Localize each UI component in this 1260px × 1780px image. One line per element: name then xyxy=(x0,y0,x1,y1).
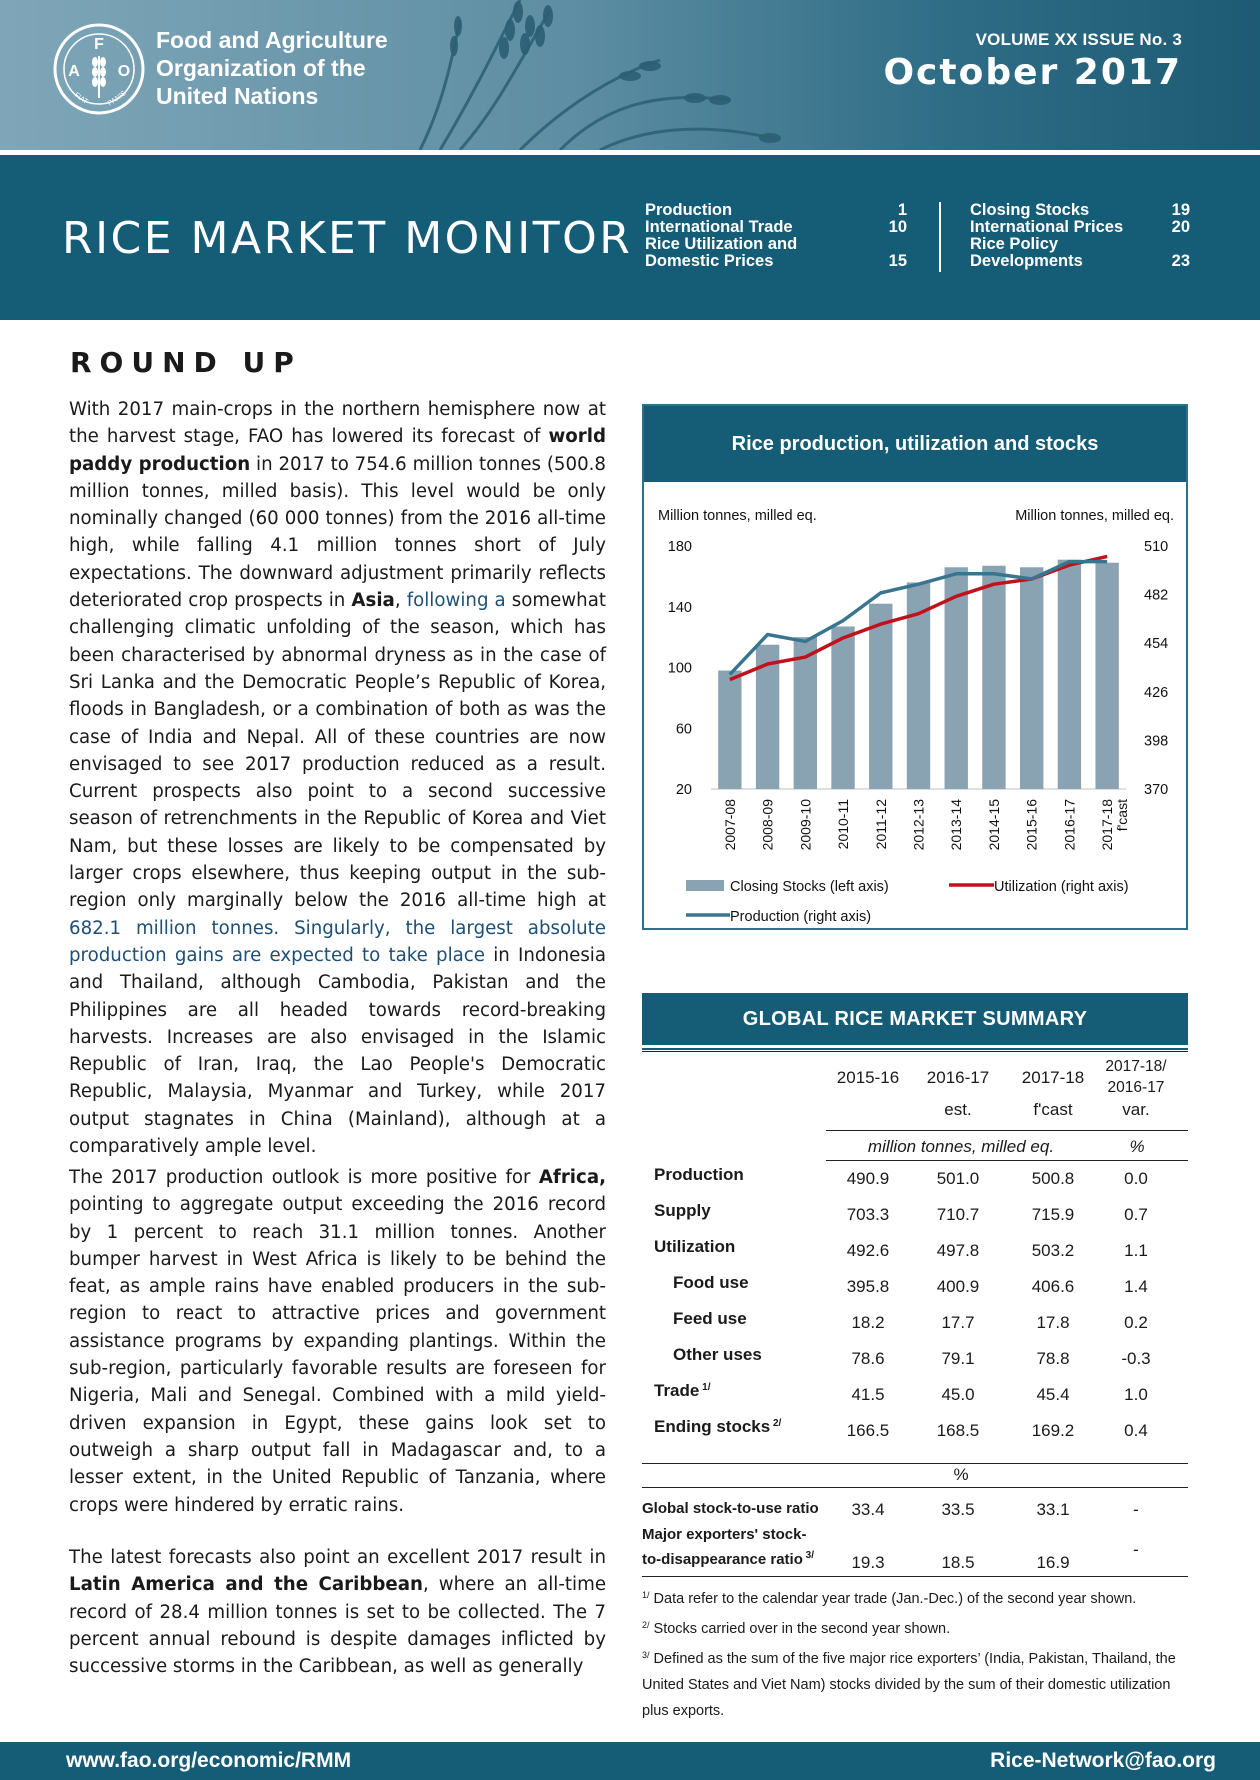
table-cell: 0.2 xyxy=(1124,1313,1148,1332)
units-label: million tonnes, milled eq. xyxy=(867,1137,1055,1156)
table-cell: - xyxy=(1133,1500,1139,1519)
table-cell: 19.3 xyxy=(851,1553,885,1572)
table-cell: 45.4 xyxy=(1036,1385,1070,1404)
row-label xyxy=(654,1237,735,1257)
toc-page-number: 20 xyxy=(1171,218,1190,236)
table-cell: 1.0 xyxy=(1124,1385,1148,1404)
right-tick-label: 454 xyxy=(1144,636,1169,653)
closing-stocks-bar xyxy=(982,566,1005,789)
fao-logo-icon xyxy=(52,22,146,116)
table-cell: 45.0 xyxy=(941,1385,975,1404)
table-cell: 400.9 xyxy=(936,1277,980,1296)
right-tick-label: 398 xyxy=(1144,733,1169,750)
org-line: Food and Agriculture xyxy=(156,27,388,53)
column-header: 2017-18/ 2016-17 xyxy=(1105,1058,1167,1096)
footnote-marker: 2/ xyxy=(642,1620,650,1630)
closing-stocks-bar xyxy=(869,604,892,789)
org-line: Organization of the xyxy=(156,55,366,81)
paragraph-africa xyxy=(69,1164,606,1519)
table-cell: 497.8 xyxy=(936,1241,980,1260)
logo-motto-left: FIAT xyxy=(72,91,89,106)
logo-letter-left: A xyxy=(68,63,80,80)
row-label xyxy=(673,1345,762,1365)
footnote-marker: 2/ xyxy=(770,1418,782,1429)
toc-entry[interactable] xyxy=(645,236,907,253)
column-subheader: var. xyxy=(1122,1100,1150,1119)
table-cell: - xyxy=(1133,1540,1139,1559)
logo-letter-top: F xyxy=(94,36,104,53)
table-cell: 33.1 xyxy=(1036,1500,1070,1519)
text-run: pointing to aggregate output exceeding the 2016 record by 1 percent to reach 31.1 million tonnes. Another bumper harvest in West Africa is likely to be behind the feat, as ample rains have enabled producers in the sub-region to react to attractive prices and government assistance programs by expanding plantings. Within the sub-region, particularly favorable results are foreseen for Nigeria, Mali and Senegal. Combined with a mild yield-driven expansion in Egypt, these gains look set to outweigh a sharp output fall in Madagascar and, to a lesser extent, in the United Republic of Tanzania, where crops were hindered by erratic rains. xyxy=(69,1194,606,1516)
text-run: , xyxy=(394,590,407,612)
emphasis-text: Latin America and the Caribbean xyxy=(69,1574,423,1596)
toc-label: Developments xyxy=(970,252,1083,270)
table-cell: 18.2 xyxy=(851,1313,885,1332)
footnote xyxy=(642,1612,1188,1642)
table-cell: -0.3 xyxy=(1121,1349,1151,1368)
right-tick-label: 510 xyxy=(1144,539,1169,555)
row-label-text: Ending stocks xyxy=(654,1417,771,1436)
text-run: somewhat challenging climatic unfolding of the season, which has been characterised by abnormal dryness as in the case of Sri Lanka and the Democratic People’s Republic of Korea, floods in Bangladesh, or a combination of both as was the case of India and Nepal. All of these countries are now envisaged to see 2017 production reduced as a result. Current prospects also point to a second successive season of retrenchments in the Republic of Korea and Viet Nam, but these losses are likely to be compensated by larger crops elsewhere, thus keeping output in the sub-region only marginally below the 2016 all-time high at xyxy=(69,590,606,912)
toc-label: Domestic Prices xyxy=(645,252,774,270)
table-rule xyxy=(642,1051,1188,1052)
table-rule xyxy=(826,1160,1188,1161)
footnote-marker: 1/ xyxy=(699,1382,711,1393)
table-rule xyxy=(642,1463,1188,1464)
text-run: 682.1 million tonnes. Singularly, the largest absolute production gains are expected to take place xyxy=(69,917,606,966)
section-heading: ROUND UP xyxy=(70,346,302,379)
table-rule xyxy=(642,1576,1188,1577)
footnote-marker: 3/ xyxy=(802,1550,815,1561)
paragraph-asia xyxy=(69,396,606,1160)
text-run: , where an all-time record of 28.4 million tonnes is set to be collected. The 7 percent annual rebound is despite damages inflicted by successive storms in the Caribbean, as well as generally xyxy=(69,1574,607,1678)
row-label xyxy=(654,1417,781,1437)
table-cell: 395.8 xyxy=(846,1277,890,1296)
table-cell: 710.7 xyxy=(936,1205,980,1224)
emphasis-text: Asia xyxy=(351,590,395,612)
table-cell: 41.5 xyxy=(851,1385,885,1404)
table-rule xyxy=(826,1130,1188,1131)
toc-entry[interactable] xyxy=(970,236,1190,253)
row-label-text: Supply xyxy=(654,1201,711,1220)
email-link[interactable]: Rice-Network@fao.org xyxy=(990,1749,1216,1772)
row-label-text: Other uses xyxy=(673,1345,762,1364)
x-tick-label: 2007-08 xyxy=(721,799,738,851)
masthead xyxy=(0,0,1260,150)
x-tick-label: 2009-10 xyxy=(797,799,814,851)
column-header: 2015-16 xyxy=(836,1068,900,1087)
summary-table xyxy=(642,1048,1188,1719)
footnote xyxy=(642,1582,1188,1612)
row-label-text: to-disappearance ratio xyxy=(642,1551,803,1568)
right-tick-label: 370 xyxy=(1144,782,1169,798)
toc-entry[interactable] xyxy=(645,253,907,270)
website-link[interactable]: www.fao.org/economic/RMM xyxy=(66,1749,352,1772)
publication-title: RICE MARKET MONITOR xyxy=(62,213,633,264)
text-run: following a xyxy=(406,590,506,612)
table-cell: 406.6 xyxy=(1031,1277,1075,1296)
footnote-text: Data refer to the calendar year trade (Jan.-Dec.) of the second year shown. xyxy=(649,1591,1137,1607)
legend-label: Closing Stocks (left axis) xyxy=(730,879,889,895)
table-cell: 0.4 xyxy=(1124,1421,1148,1440)
text-run: The latest forecasts also point an excellent 2017 result in xyxy=(69,1547,606,1568)
market-summary xyxy=(642,993,1188,1719)
toc-divider xyxy=(939,202,941,272)
row-label xyxy=(654,1165,744,1185)
toc-label: International Trade xyxy=(645,218,793,236)
left-tick-label: 100 xyxy=(667,660,692,677)
column-header: 2016-17 xyxy=(926,1068,990,1087)
toc-page-number: 10 xyxy=(888,218,907,236)
title-band xyxy=(0,155,1260,320)
table-cell: 166.5 xyxy=(846,1421,890,1440)
toc-label: Production xyxy=(645,201,733,219)
left-tick-label: 60 xyxy=(675,721,692,738)
toc-page-number: 19 xyxy=(1171,201,1190,219)
row-label xyxy=(673,1273,749,1293)
closing-stocks-bar xyxy=(1058,560,1081,789)
table-cell: 168.5 xyxy=(936,1421,980,1440)
toc-entry[interactable] xyxy=(970,219,1190,236)
x-tick-label: 2011-12 xyxy=(872,799,889,850)
column-subheader: est. xyxy=(944,1100,972,1119)
row-label xyxy=(673,1309,747,1329)
row-label-text: Trade xyxy=(654,1381,700,1400)
toc-label: Rice Policy xyxy=(970,235,1059,253)
right-axis-label: Million tonnes, milled eq. xyxy=(1015,508,1174,524)
footnote-text: Defined as the sum of the five major rice exporters’ (India, Pakistan, Thailand, the United States and Viet Nam) stocks divided by the sum of their domestic utilization plus exports. xyxy=(642,1651,1176,1719)
toc-label: Closing Stocks xyxy=(970,201,1090,219)
summary-title: GLOBAL RICE MARKET SUMMARY xyxy=(642,993,1188,1048)
chart-title: Rice production, utilization and stocks xyxy=(644,406,1186,482)
left-tick-label: 20 xyxy=(675,782,692,798)
x-tick-label: f'cast xyxy=(1114,799,1131,832)
toc-entry[interactable] xyxy=(645,202,907,219)
x-tick-label: 2012-13 xyxy=(910,799,927,851)
table-cell: 490.9 xyxy=(846,1169,890,1188)
logo-letter-right: O xyxy=(117,63,131,80)
row-label-text: Utilization xyxy=(654,1237,736,1256)
toc-page-number: 23 xyxy=(1171,252,1190,270)
percent-label: % xyxy=(953,1465,969,1484)
table-cell: 18.5 xyxy=(941,1553,975,1572)
column-subheader: f'cast xyxy=(1033,1100,1073,1119)
table-cell: 0.7 xyxy=(1124,1205,1148,1224)
table-of-contents-right xyxy=(970,202,1190,270)
table-cell: 1.4 xyxy=(1124,1277,1148,1296)
left-tick-label: 180 xyxy=(667,539,692,555)
logo-motto-right: PANIS xyxy=(106,90,128,108)
emphasis-text: Africa, xyxy=(538,1167,606,1188)
text-run: With 2017 main-crops in the northern hemisphere now at the harvest stage, FAO has lowered its forecast of xyxy=(69,399,606,448)
table-cell: 33.4 xyxy=(851,1500,885,1519)
organization-name xyxy=(156,26,388,110)
text-run: The 2017 production outlook is more positive for xyxy=(69,1167,539,1188)
text-run: in Indonesia and Thailand, although Cambodia, Pakistan and the Philippines are all headed towards record-breaking harvests. Increases are also envisaged in the Islamic Republic of Iran, Iraq, the Lao People's Democratic Republic, Malaysia, Myanmar and Turkey, while 2017 output stagnates in China (Mainland), although at a comparatively ample level. xyxy=(69,944,606,1158)
row-label-text: Production xyxy=(654,1165,744,1184)
toc-label: Rice Utilization and xyxy=(645,235,798,253)
row-label xyxy=(642,1550,814,1568)
left-axis-label: Million tonnes, milled eq. xyxy=(658,508,817,524)
row-label-text: Food use xyxy=(673,1273,749,1292)
table-cell: 79.1 xyxy=(941,1349,975,1368)
table-cell: 17.7 xyxy=(941,1313,975,1332)
production-utilization-stocks-chart xyxy=(644,482,1186,928)
closing-stocks-bar xyxy=(1095,563,1118,789)
row-label-text: Feed use xyxy=(673,1309,747,1328)
table-of-contents-left xyxy=(645,202,907,270)
table-cell: 78.8 xyxy=(1036,1349,1070,1368)
table-footnotes xyxy=(642,1582,1188,1724)
column-header: 2017-18 xyxy=(1021,1068,1085,1087)
footnote-marker: 1/ xyxy=(642,1590,650,1600)
legend-swatch-bar xyxy=(686,880,724,891)
right-tick-label: 482 xyxy=(1144,587,1169,604)
table-cell: 500.8 xyxy=(1031,1169,1075,1188)
closing-stocks-bar xyxy=(831,626,854,789)
table-cell: 169.2 xyxy=(1031,1421,1075,1440)
table-cell: 16.9 xyxy=(1036,1553,1070,1572)
toc-entry[interactable] xyxy=(970,253,1190,270)
emphasis-text: world paddy production xyxy=(69,426,606,475)
row-label xyxy=(654,1381,710,1401)
table-cell: 492.6 xyxy=(846,1241,890,1260)
row-label: Major exporters' stock- xyxy=(642,1526,807,1543)
issue-date: October 2017 xyxy=(883,52,1182,93)
footnote-marker: 3/ xyxy=(642,1650,650,1660)
toc-entry[interactable] xyxy=(645,219,907,236)
x-tick-label: 2015-16 xyxy=(1023,799,1040,851)
units-percent: % xyxy=(1129,1137,1145,1156)
x-tick-label: 2013-14 xyxy=(948,799,965,851)
x-tick-label: 2010-11 xyxy=(835,799,852,850)
toc-entry[interactable] xyxy=(970,202,1190,219)
table-cell: 501.0 xyxy=(936,1169,980,1188)
closing-stocks-bar xyxy=(718,671,741,789)
table-cell: 0.0 xyxy=(1124,1169,1148,1188)
table-cell: 1.1 xyxy=(1124,1241,1148,1260)
footnote-text: Stocks carried over in the second year shown. xyxy=(649,1621,951,1637)
x-tick-label: 2016-17 xyxy=(1061,799,1078,851)
row-label: Global stock-to-use ratio xyxy=(642,1500,819,1517)
footnote xyxy=(642,1642,1188,1724)
footer xyxy=(0,1742,1260,1780)
table-cell: 703.3 xyxy=(846,1205,890,1224)
chart-panel xyxy=(642,404,1188,930)
right-tick-label: 426 xyxy=(1144,684,1169,701)
table-cell: 78.6 xyxy=(851,1349,885,1368)
x-tick-label: 2008-09 xyxy=(759,799,776,851)
left-tick-label: 140 xyxy=(667,599,692,616)
table-rule xyxy=(642,1487,1188,1488)
toc-page-number: 15 xyxy=(888,252,907,270)
toc-page-number: 1 xyxy=(897,201,907,219)
text-run: in 2017 to 754.6 million tonnes (500.8 million tonnes, milled basis). This level would be only nominally changed (60 000 tonnes) from the 2016 all-time high, while falling 4.1 million tonnes short of July expectations. The downward adjustment primarily reflects deteriorated crop prospects in xyxy=(69,453,606,612)
table-cell: 715.9 xyxy=(1031,1205,1075,1224)
rice-plant-illustration xyxy=(400,0,820,150)
closing-stocks-bar xyxy=(1020,567,1043,789)
table-cell: 33.5 xyxy=(941,1500,975,1519)
org-line: United Nations xyxy=(156,83,319,109)
legend-label: Production (right axis) xyxy=(730,909,872,925)
issue-info xyxy=(883,30,1182,93)
paragraph-latin-america xyxy=(69,1544,606,1680)
x-tick-label: 2017-18 xyxy=(1099,799,1116,851)
table-cell: 17.8 xyxy=(1036,1313,1070,1332)
table-cell: 503.2 xyxy=(1031,1241,1075,1260)
volume-label: VOLUME XX ISSUE No. 3 xyxy=(975,30,1182,49)
x-tick-label: 2014-15 xyxy=(985,799,1002,851)
legend-label: Utilization (right axis) xyxy=(994,879,1129,895)
toc-label: International Prices xyxy=(970,218,1124,236)
row-label xyxy=(654,1201,711,1221)
